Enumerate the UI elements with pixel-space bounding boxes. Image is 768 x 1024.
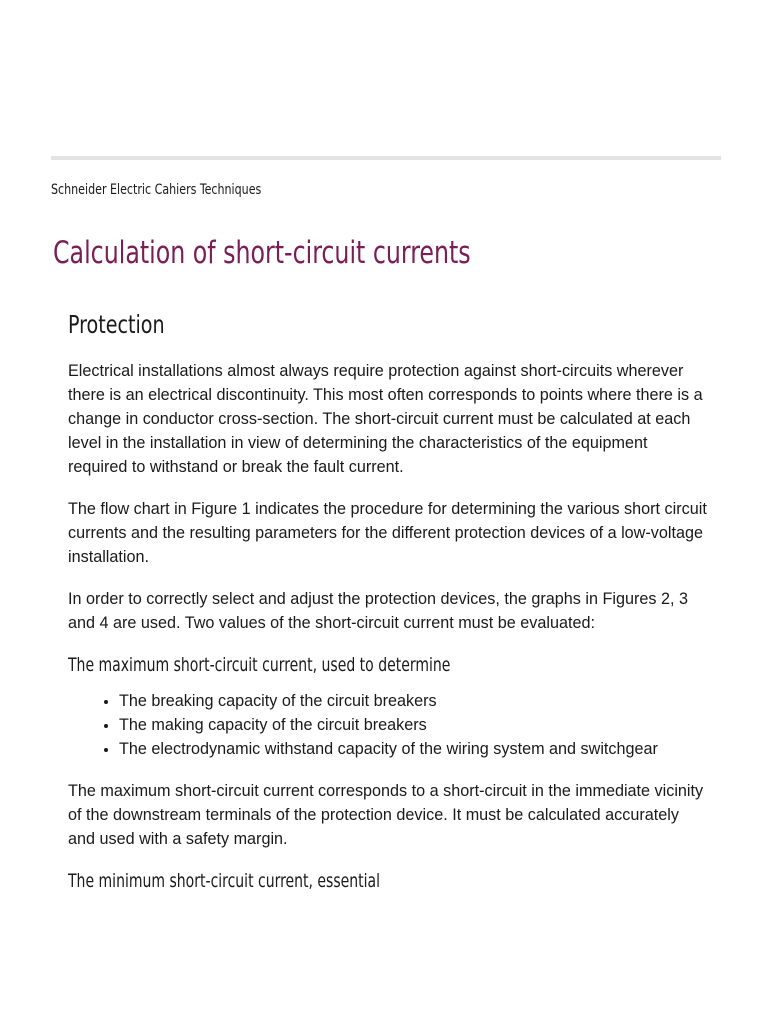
list-item: • The making capacity of the circuit breakers <box>119 713 708 737</box>
article-body <box>68 359 708 905</box>
paragraph-flow-chart: The flow chart in Figure 1 indicates the procedure for determining the various short circuit currents and the resulting parameters for the different protection devices of a low-voltage installation. <box>68 500 707 566</box>
paragraph-intro: Electrical installations almost always require protection against short-circuits wherever there is an electrical discontinuity. This most often corresponds to points where there is a change in conductor cross-section. The short-circuit current must be calculated at each level in the installation in view of determining the characteristics of the equipment required to withstand or break the fault current. <box>68 362 703 476</box>
maximum-current-list <box>68 689 708 761</box>
publication-source: Schneider Electric Cahiers Techniques <box>51 182 262 198</box>
document-title: Calculation of short-circuit currents <box>53 235 471 271</box>
section-heading-protection: Protection <box>68 310 165 339</box>
list-item: • The electrodynamic withstand capacity of the wiring system and switchgear <box>119 737 708 761</box>
paragraph-graphs: In order to correctly select and adjust the protection devices, the graphs in Figures 2, 3 and 4 are used. Two values of the short-circuit current must be evaluated: <box>68 590 688 632</box>
subheading-minimum-current: The minimum short-circuit current, essential <box>68 870 381 892</box>
paragraph-maximum-current: The maximum short-circuit current corresponds to a short-circuit in the immediate vicinity of the downstream terminals of the protection device. It must be calculated accurately and used with a safety margin. <box>68 782 704 848</box>
header-divider <box>51 156 721 160</box>
subheading-maximum-current: The maximum short-circuit current, used to determine <box>68 654 451 676</box>
list-item: • The breaking capacity of the circuit breakers <box>119 689 708 713</box>
